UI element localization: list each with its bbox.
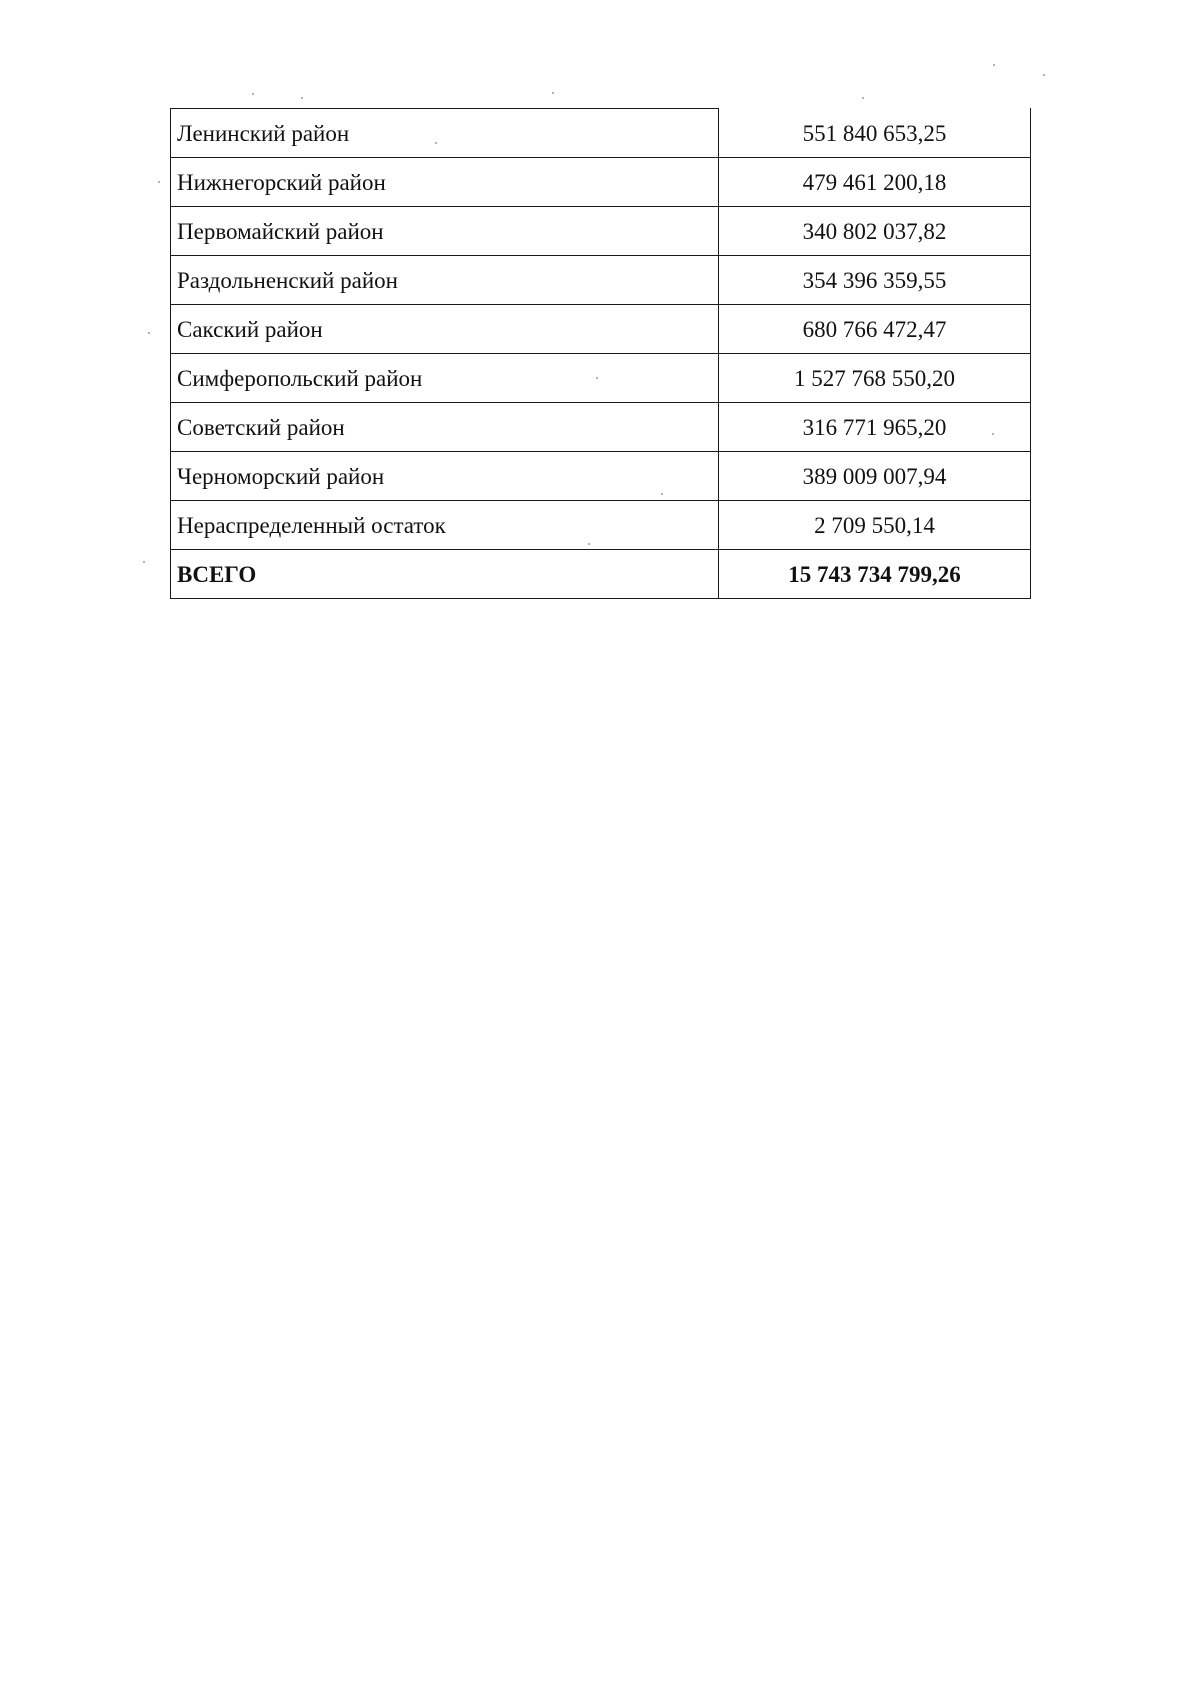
amount-cell: 551 840 653,25 — [719, 109, 1031, 158]
amount-cell: 389 009 007,94 — [719, 452, 1031, 501]
scan-speck — [862, 97, 864, 99]
scan-speck — [661, 493, 663, 495]
amount-cell: 2 709 550,14 — [719, 501, 1031, 550]
district-name-cell: Ленинский район — [171, 109, 719, 158]
table-row — [171, 452, 1031, 501]
district-name-cell: Черноморский район — [171, 452, 719, 501]
scan-speck — [301, 97, 303, 99]
district-name-cell: Сакский район — [171, 305, 719, 354]
district-table-container — [170, 108, 1030, 599]
scan-speck — [435, 142, 437, 144]
scan-speck — [143, 561, 145, 563]
scan-speck — [992, 433, 994, 435]
table-row — [171, 305, 1031, 354]
amount-cell: 680 766 472,47 — [719, 305, 1031, 354]
table-row — [171, 403, 1031, 452]
amount-cell: 1 527 768 550,20 — [719, 354, 1031, 403]
district-name-cell: Нераспределенный остаток — [171, 501, 719, 550]
scan-speck — [552, 92, 554, 94]
table-row — [171, 207, 1031, 256]
table-row — [171, 501, 1031, 550]
district-name-cell: Первомайский район — [171, 207, 719, 256]
table-row — [171, 109, 1031, 158]
amount-cell: 354 396 359,55 — [719, 256, 1031, 305]
scan-speck — [596, 377, 598, 379]
district-name-cell: Раздольненский район — [171, 256, 719, 305]
table-row — [171, 158, 1031, 207]
scan-speck — [158, 181, 160, 183]
total-label-cell: ВСЕГО — [171, 550, 719, 599]
total-row — [171, 550, 1031, 599]
scan-speck — [588, 543, 590, 545]
district-name-cell: Советский район — [171, 403, 719, 452]
amount-cell: 479 461 200,18 — [719, 158, 1031, 207]
total-amount-cell: 15 743 734 799,26 — [719, 550, 1031, 599]
table-row — [171, 256, 1031, 305]
district-name-cell: Нижнегорский район — [171, 158, 719, 207]
table-row — [171, 354, 1031, 403]
district-name-cell: Симферопольский район — [171, 354, 719, 403]
scan-speck — [1043, 74, 1045, 76]
amount-cell: 316 771 965,20 — [719, 403, 1031, 452]
scan-speck — [148, 332, 150, 334]
district-amounts-table — [170, 108, 1031, 599]
scan-speck — [252, 93, 254, 95]
scan-speck — [993, 64, 995, 66]
amount-cell: 340 802 037,82 — [719, 207, 1031, 256]
